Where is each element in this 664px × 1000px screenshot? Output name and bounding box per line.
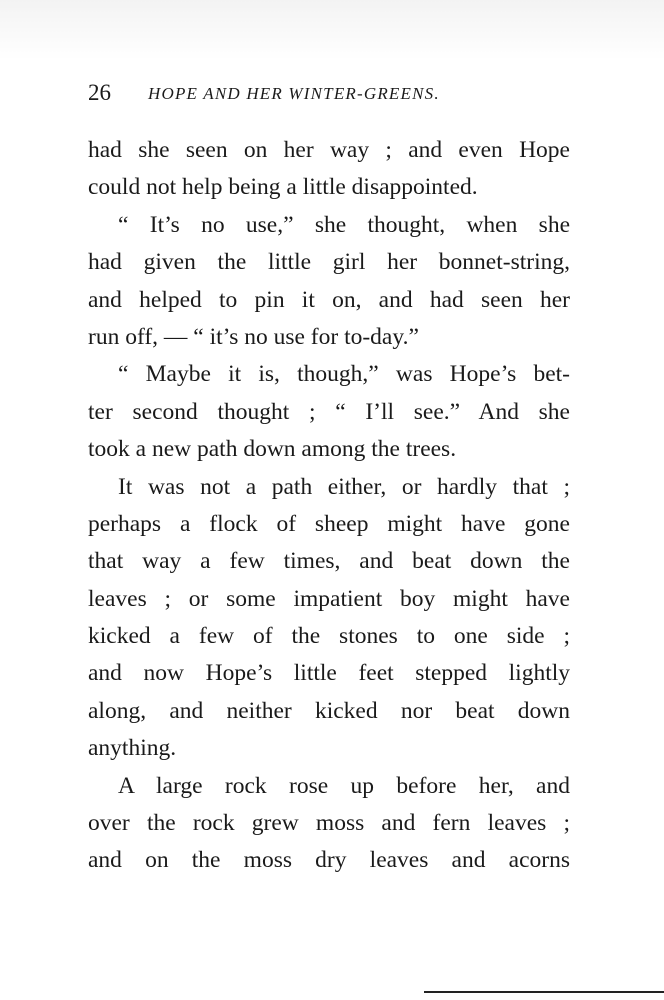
bottom-edge-rule	[424, 991, 664, 993]
text-line: and now Hope’s little feet stepped lightly	[88, 660, 570, 687]
text-line: had she seen on her way ; and even Hope	[88, 137, 570, 163]
text-line: had given the little girl her bonnet-string,	[88, 249, 570, 276]
text-line: over the rock grew moss and fern leaves ;	[88, 810, 570, 837]
text-line: along, and neither kicked nor beat down	[88, 697, 570, 724]
running-head: HOPE AND HER WINTER-GREENS.	[148, 84, 440, 103]
text-line: kicked a few of the stones to one side ;	[88, 623, 570, 650]
text-line: could not help being a little disappointed.	[88, 174, 478, 201]
text-line: run off, — “ it’s no use for to-day.”	[88, 323, 419, 350]
body-text	[88, 132, 570, 880]
text-line: perhaps a flock of sheep might have gone	[88, 510, 570, 537]
page-number: 26	[88, 80, 111, 105]
text-line: A large rock rose up before her, and	[118, 772, 570, 799]
text-line: “ Maybe it is, though,” was Hope’s bet-	[118, 361, 570, 388]
text-line: ter second thought ; “ I’ll see.” And she	[88, 398, 570, 425]
text-line: leaves ; or some impatient boy might have	[88, 585, 570, 612]
page-header	[88, 80, 578, 110]
text-line: “ It’s no use,” she thought, when she	[118, 211, 570, 238]
text-line: and helped to pin it on, and had seen her	[88, 286, 570, 313]
text-line: took a new path down among the trees.	[88, 436, 457, 463]
text-line: that way a few times, and beat down the	[88, 548, 570, 575]
show-through-bleed	[0, 0, 664, 60]
text-line: It was not a path either, or hardly that ;	[118, 473, 570, 500]
text-line: and on the moss dry leaves and acorns	[88, 847, 570, 874]
text-line: anything.	[88, 735, 177, 762]
